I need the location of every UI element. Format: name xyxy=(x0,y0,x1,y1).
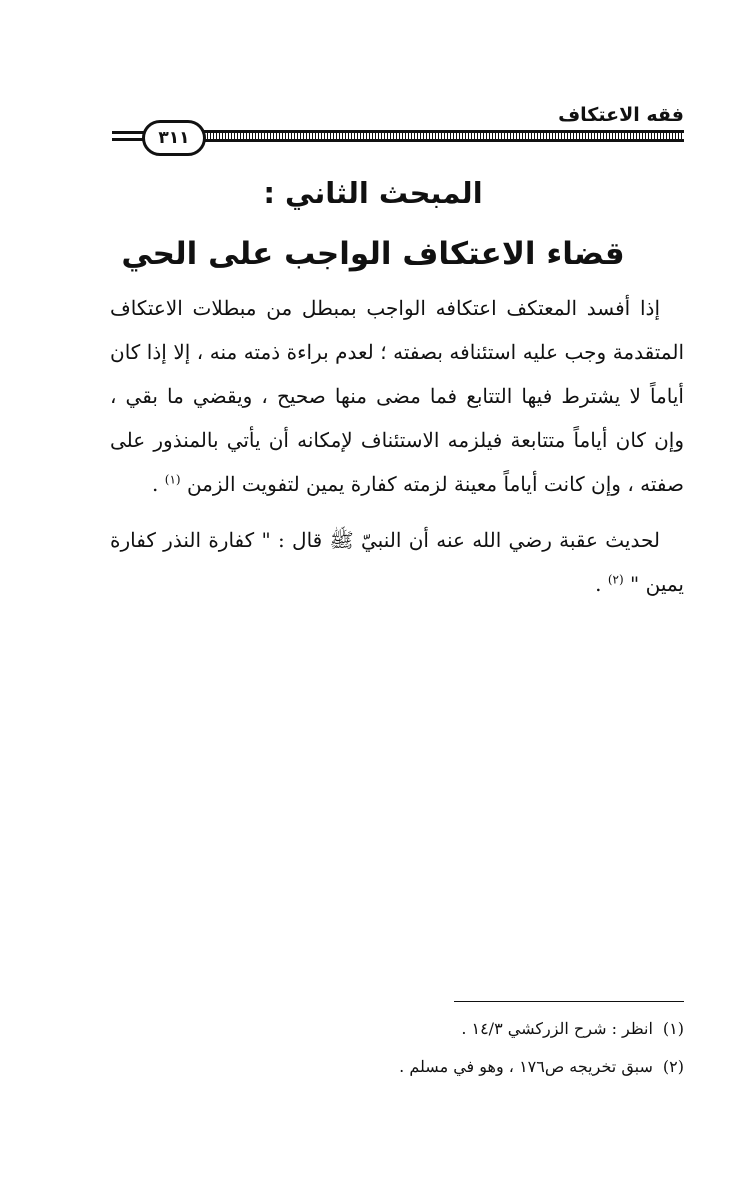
paragraph-1-end: . xyxy=(152,472,165,496)
footnote-2 xyxy=(110,1048,684,1086)
paragraph-1 xyxy=(110,286,684,506)
footnote-1-text: انظر : شرح الزركشي ١٤/٣ . xyxy=(461,1019,653,1038)
footnote-2-text: سبق تخريجه ص١٧٦ ، وهو في مسلم . xyxy=(399,1057,653,1076)
paragraph-1-text: إذا أفسد المعتكف اعتكافه الواجب بمبطل من مبطلات الاعتكاف المتقدمة وجب عليه استئنافه بصفته ؛ لعدم براءة ذمته منه ، إلا إذا كان أياماً لا يشترط فيها التتابع فما مضى منها صحيح ، ويقضي ما بقي ، وإن كان أياماً متتابعة فيلزمه الاستئناف لإمكانه أن يأتي بالمنذور على صفته ، وإن كانت أياماً معينة لزمته كفارة يمين لتفويت الزمن xyxy=(110,296,685,496)
header-ornament-rule xyxy=(112,120,684,154)
double-rule-main xyxy=(198,130,684,142)
section-title: المبحث الثاني : xyxy=(263,176,483,210)
body-text xyxy=(110,286,684,618)
footnote-divider xyxy=(454,1001,684,1002)
footnote-1 xyxy=(110,1010,684,1048)
footnotes xyxy=(110,1010,684,1086)
footnote-1-mark: (١) xyxy=(662,1019,684,1038)
section-subtitle: قضاء الاعتكاف الواجب على الحي xyxy=(121,236,625,272)
paragraph-2 xyxy=(110,518,684,606)
footnote-2-mark: (٢) xyxy=(662,1057,684,1076)
double-rule-left xyxy=(112,131,146,141)
footnote-ref-1: (١) xyxy=(164,472,181,487)
running-title: فقه الاعتكاف xyxy=(558,104,684,126)
footnote-ref-2: (٢) xyxy=(607,572,624,587)
paragraph-2-end: . xyxy=(595,572,608,596)
page-number: ٣١١ xyxy=(142,120,206,156)
paragraph-2-text: لحديث عقبة رضي الله عنه أن النبيّ ﷺ قال : " كفارة النذر كفارة يمين " xyxy=(110,528,684,596)
